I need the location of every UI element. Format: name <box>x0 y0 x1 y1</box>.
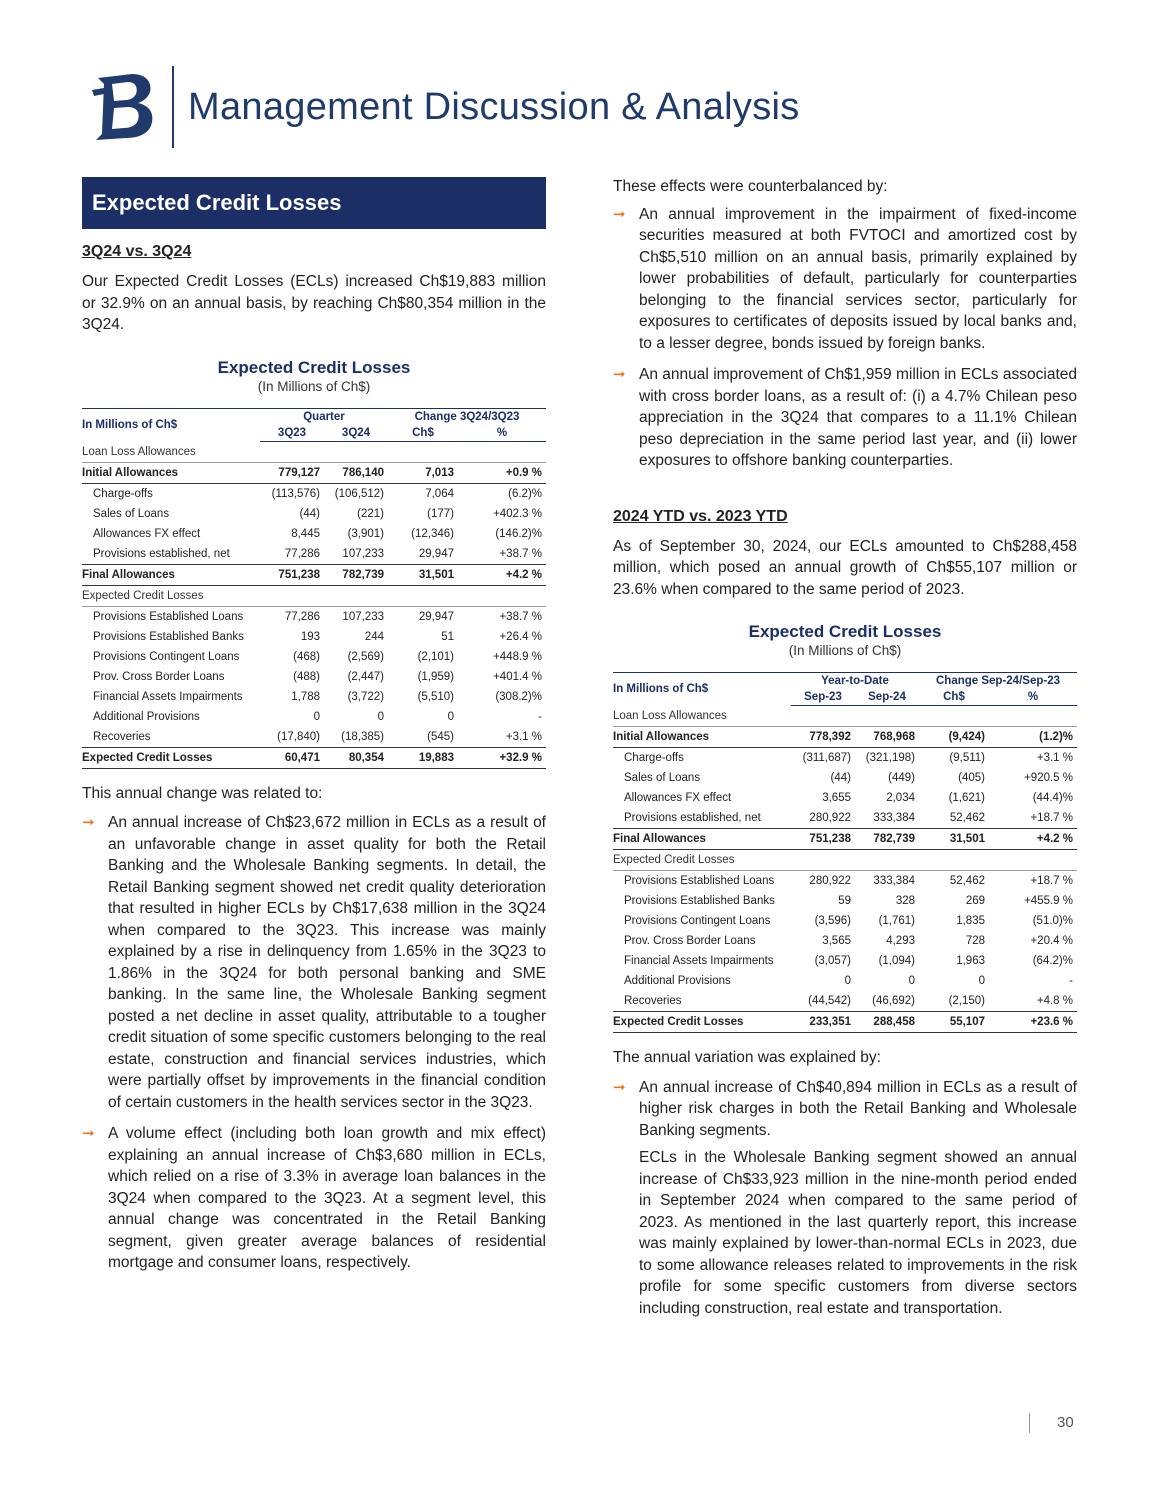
table-cell: +32.9 % <box>458 747 546 768</box>
table-cell: +38.7 % <box>499 547 542 560</box>
table-row <box>613 951 1077 971</box>
table-cell: (44) <box>830 772 851 784</box>
table-cell: 107,233 <box>342 610 384 623</box>
table-cell: Provisions Established Banks <box>624 895 775 907</box>
table-cell: +4.2 % <box>458 564 546 585</box>
column-group-header: Year-to-Date <box>791 673 919 690</box>
table-cell: 29,947 <box>418 610 454 623</box>
table-cell: 0 <box>313 710 320 723</box>
table-cell: Charge-offs <box>93 487 153 500</box>
table-subtitle: (In Millions of Ch$) <box>257 378 371 394</box>
table-cell: Expected Credit Losses <box>82 747 260 768</box>
table-cell: (51.0)% <box>1032 915 1073 927</box>
table-cell: (1,761) <box>878 915 915 927</box>
table-cell: (488) <box>293 670 320 683</box>
table-cell: 77,286 <box>284 610 320 623</box>
table-cell: 107,233 <box>342 547 384 560</box>
table-header-row <box>82 408 546 425</box>
table-cell: (2,101) <box>417 650 454 663</box>
ecl-ytd-table <box>613 672 1077 1033</box>
table-cell: +402.3 % <box>493 507 542 520</box>
table-cell: Sales of Loans <box>93 507 170 520</box>
table-cell: Loan Loss Allowances <box>613 706 1077 727</box>
table-header-row <box>613 673 1077 690</box>
column-header: % <box>458 425 546 442</box>
table-row <box>613 931 1077 951</box>
table-cell: 782,739 <box>324 564 388 585</box>
table-cell: 19,883 <box>388 747 458 768</box>
table-cell: 7,013 <box>388 462 458 483</box>
table-row <box>82 667 546 687</box>
table-cell: Initial Allowances <box>613 727 791 748</box>
list-item <box>82 812 546 1113</box>
table-cell: +920.5 % <box>1024 772 1073 784</box>
table-cell: +26.4 % <box>499 630 542 643</box>
table-cell: (2,569) <box>347 650 384 663</box>
bullet-text: An annual increase of Ch$23,672 million in ECLs as a result of an unfavorable change in asset quality for both the Retail Banking and the Wholesale Banking segments. In detail, the Retail Banking segment showed net credit quality deterioration that resulted in higher ECLs by Ch$17,638 million in the 3Q24 when compared to the 3Q23. This increase was mainly explained by a rise in delinquency from 1.65% in the 3Q23 to 1.86% in the 3Q24 for both personal banking and SME banking. In the same line, the Wholesale Banking segment posted a net decline in asset quality, attributable to a tougher credit situation of some specific customers belonging to the real estate, construction and financial services industries, which were partially offset by improvements in the financial condition of certain customers in the health services sector in the 3Q23. <box>108 814 546 1111</box>
table-cell: 0 <box>978 975 985 987</box>
column-header: 3Q23 <box>260 425 324 442</box>
column-group-header: Quarter <box>260 408 388 425</box>
list-item <box>613 1077 1077 1142</box>
table-title: Expected Credit Losses <box>217 357 411 377</box>
table-cell: (64.2)% <box>1032 955 1073 967</box>
header-divider <box>172 66 174 148</box>
column-header: 3Q24 <box>324 425 388 442</box>
table-cell: 786,140 <box>324 462 388 483</box>
variation-bullets <box>613 1077 1077 1142</box>
table-cell: 59 <box>838 895 851 907</box>
table-cell: (468) <box>293 650 320 663</box>
table-section-row <box>613 706 1077 727</box>
table-row <box>613 911 1077 931</box>
table-cell: Additional Provisions <box>624 975 731 987</box>
table-cell: Provisions Contingent Loans <box>93 650 240 663</box>
table-cell: 333,384 <box>873 875 915 887</box>
table-cell: +455.9 % <box>1024 895 1073 907</box>
table-cell: +4.8 % <box>1036 995 1073 1007</box>
table-cell: +448.9 % <box>493 650 542 663</box>
table-cell: Charge-offs <box>624 752 684 764</box>
table-cell: 782,739 <box>855 829 919 850</box>
table-cell: +3.1 % <box>505 730 542 743</box>
table-cell: (44) <box>299 507 320 520</box>
table-cell: Loan Loss Allowances <box>82 441 546 462</box>
table-cell: Final Allowances <box>613 829 791 850</box>
table-row <box>613 991 1077 1012</box>
arrow-right-icon: ➞ <box>82 814 95 831</box>
table-cell: (9,511) <box>949 752 985 764</box>
table-cell: Financial Assets Impairments <box>624 955 774 967</box>
arrow-right-icon: ➞ <box>82 1125 95 1142</box>
arrow-right-icon: ➞ <box>613 1078 626 1096</box>
table-row <box>82 606 546 627</box>
table-cell: 60,471 <box>260 747 324 768</box>
table-row <box>613 871 1077 892</box>
table-cell: 333,384 <box>873 812 915 824</box>
table-cell: (308.2)% <box>495 690 542 703</box>
table-cell: Provisions Established Loans <box>624 875 775 887</box>
table-cell: (405) <box>958 772 985 784</box>
column-header: Ch$ <box>388 425 458 442</box>
table-cell: Allowances FX effect <box>93 527 201 540</box>
table-cell: (9,424) <box>919 727 989 748</box>
table-cell: 751,238 <box>791 829 855 850</box>
column-group-header: Change Sep-24/Sep-23 <box>919 673 1077 690</box>
table-cell: - <box>538 710 542 723</box>
table-cell: 31,501 <box>388 564 458 585</box>
page-number: 30 <box>1057 1414 1074 1431</box>
table-cell: +401.4 % <box>493 670 542 683</box>
column-group-header: Change 3Q24/3Q23 <box>388 408 546 425</box>
table-cell: Provisions Established Loans <box>93 610 244 623</box>
table-cell: Provisions Established Banks <box>93 630 244 643</box>
subhead-ytd: 2024 YTD vs. 2023 YTD <box>613 507 788 525</box>
table-cell: Initial Allowances <box>82 462 260 483</box>
table-corner-label: In Millions of Ch$ <box>82 408 260 441</box>
table-cell: 52,462 <box>949 812 985 824</box>
wholesale-paragraph: ECLs in the Wholesale Banking segment showed an annual increase of Ch$33,923 million in the nine-month period ended in September 2024 when compared to the same period of 2023. As mentioned in the last quarterly report, this increase was mainly explained by lower-than-normal ECLs in 2023, due to some allowance releases related to improvements in the risk profile for some specific customers from diverse sectors including construction, real estate and transportation. <box>639 1149 1077 1317</box>
table-cell: 288,458 <box>855 1012 919 1033</box>
table-cell: 1,963 <box>956 955 985 967</box>
table-cell: (3,596) <box>814 915 851 927</box>
bullet-text: An annual increase of Ch$40,894 million in ECLs as a result of higher risk charges in both the Retail Banking and Wholesale Banking segments. <box>639 1078 1077 1139</box>
intro-paragraph: Our Expected Credit Losses (ECLs) increased Ch$19,883 million or 32.9% on an annual basis, by reaching Ch$80,354 million in the 3Q24. <box>82 273 546 333</box>
table-cell: +20.4 % <box>1030 935 1073 947</box>
table-cell: 280,922 <box>809 812 851 824</box>
table-cell: (44.4)% <box>1032 792 1073 804</box>
ytd-intro: As of September 30, 2024, our ECLs amounted to Ch$288,458 million, which posed an annual growth of Ch$55,107 million or 23.6% when compared to the same period of 2023. <box>613 537 1077 598</box>
table-cell: +23.6 % <box>989 1012 1077 1033</box>
list-item <box>82 1123 546 1274</box>
table-row <box>82 524 546 544</box>
left-bullets <box>82 812 546 1274</box>
table-cell: Recoveries <box>93 730 151 743</box>
table-cell: 77,286 <box>284 547 320 560</box>
table-cell: (449) <box>888 772 915 784</box>
table-cell: 0 <box>377 710 384 723</box>
table-body <box>82 408 546 768</box>
table-row <box>82 483 546 504</box>
table-cell: 778,392 <box>791 727 855 748</box>
table-cell: 0 <box>447 710 454 723</box>
table-cell: 751,238 <box>260 564 324 585</box>
table-cell: +18.7 % <box>1030 812 1073 824</box>
table-title: Expected Credit Losses <box>748 622 942 641</box>
table-cell: Final Allowances <box>82 564 260 585</box>
table-row <box>82 504 546 524</box>
table-row <box>613 1012 1077 1033</box>
table-cell: Additional Provisions <box>93 710 200 723</box>
table-cell: 3,565 <box>822 935 851 947</box>
table-cell: (106,512) <box>334 487 384 500</box>
table-row <box>82 462 546 483</box>
table-row <box>82 687 546 707</box>
column-header: Sep-24 <box>855 689 919 706</box>
table-cell: 55,107 <box>919 1012 989 1033</box>
table-cell: (221) <box>357 507 384 520</box>
table-cell: +0.9 % <box>458 462 546 483</box>
table-cell: 328 <box>895 895 915 907</box>
table-cell: +4.2 % <box>989 829 1077 850</box>
table-cell: +3.1 % <box>1036 752 1073 764</box>
table-cell: (46,692) <box>872 995 915 1007</box>
table-cell: Recoveries <box>624 995 682 1007</box>
table-cell: (2,150) <box>948 995 985 1007</box>
table-row <box>613 829 1077 850</box>
section-title-bar: Expected Credit Losses <box>82 177 546 229</box>
table-cell: Provisions Contingent Loans <box>624 915 771 927</box>
table-cell: (177) <box>427 507 454 520</box>
table-row <box>82 727 546 748</box>
bullet-text: An annual improvement in the impairment of fixed-income securities measured at both FVTOCI and amortized cost by Ch$5,510 million on an annual basis, primarily explained by lower probabilities of default, particularly for counterparties belonging to the financial services sector, particularly for exposures to certificates of deposits issued by local banks and, to a lesser degree, bonds issued by foreign banks. <box>639 205 1077 352</box>
table-cell: 7,064 <box>425 487 454 500</box>
table-cell: (321,198) <box>865 752 915 764</box>
table-cell: (1,621) <box>948 792 985 804</box>
table-body <box>613 673 1077 1033</box>
table-cell: 0 <box>844 975 851 987</box>
table-section-row <box>82 441 546 462</box>
table-cell: (1,959) <box>417 670 454 683</box>
table-section-row <box>613 850 1077 871</box>
table-section-row <box>82 585 546 606</box>
table-row <box>82 707 546 727</box>
table-cell: (1.2)% <box>989 727 1077 748</box>
table-cell: 8,445 <box>291 527 320 540</box>
table-cell: 244 <box>364 630 384 643</box>
table-cell: 269 <box>965 895 985 907</box>
subhead-quarter: 3Q24 vs. 3Q24 <box>82 243 192 260</box>
arrow-right-icon: ➞ <box>613 366 626 383</box>
table-cell: 233,351 <box>791 1012 855 1033</box>
change-intro: This annual change was related to: <box>82 784 323 802</box>
bullet-text: A volume effect (including both loan growth and mix effect) explaining an annual increase of Ch$3,680 million in ECLs, which relied on a rise of 3.3% in average loan balances in the 3Q24 when compared to the 3Q23. At a segment level, this annual change was concentrated in the Retail Banking segment, given greater average balances of residential mortgage and consumer loans, respectively. <box>108 1125 546 1271</box>
table-cell: (6.2)% <box>508 487 542 500</box>
table-cell: 4,293 <box>886 935 915 947</box>
left-column <box>82 177 546 1284</box>
table-cell: 2,034 <box>886 792 915 804</box>
table-row <box>613 971 1077 991</box>
column-header: Ch$ <box>919 689 989 706</box>
table-cell: 779,127 <box>260 462 324 483</box>
table-cell: (2,447) <box>347 670 384 683</box>
table-row <box>82 647 546 667</box>
list-item <box>613 364 1077 472</box>
table-cell: (146.2)% <box>495 527 542 540</box>
table-row <box>613 768 1077 788</box>
table-cell: 31,501 <box>919 829 989 850</box>
counter-intro: These effects were counterbalanced by: <box>613 178 888 195</box>
page-title: Management Discussion & Analysis <box>188 86 800 128</box>
table-cell: Allowances FX effect <box>624 792 732 804</box>
table-cell: Prov. Cross Border Loans <box>624 935 756 947</box>
table-cell: 29,947 <box>418 547 454 560</box>
variation-intro: The annual variation was explained by: <box>613 1049 881 1066</box>
bullet-text: An annual improvement of Ch$1,959 million in ECLs associated with cross border loans, as a result of: (i) a 4.7% Chilean peso appreciation in the 3Q24 that compares to a 11.1% Chilean peso depreciation in the same period last year, and (ii) lower exposures to offshore banking counterparties. <box>639 366 1077 469</box>
table-cell: (12,346) <box>411 527 454 540</box>
table-cell: Expected Credit Losses <box>613 850 1077 871</box>
table-cell: (3,901) <box>347 527 384 540</box>
table-row <box>613 748 1077 769</box>
table-subtitle: (In Millions of Ch$) <box>788 643 902 658</box>
table-cell: 3,655 <box>822 792 851 804</box>
table-cell: +18.7 % <box>1030 875 1073 887</box>
table-cell: +38.7 % <box>499 610 542 623</box>
table-cell: Provisions established, net <box>624 812 761 824</box>
footer-divider <box>1029 1413 1030 1433</box>
table-cell: 1,788 <box>291 690 320 703</box>
table-cell: (3,722) <box>347 690 384 703</box>
table-row <box>82 544 546 565</box>
table-row <box>613 727 1077 748</box>
table-cell: 0 <box>908 975 915 987</box>
table-cell: (1,094) <box>878 955 915 967</box>
table-cell: Expected Credit Losses <box>82 585 546 606</box>
table-cell: 1,835 <box>956 915 985 927</box>
table-row <box>82 627 546 647</box>
table-corner-label: In Millions of Ch$ <box>613 673 791 706</box>
table-row <box>613 788 1077 808</box>
table-cell: Financial Assets Impairments <box>93 690 243 703</box>
table-cell: 728 <box>965 935 985 947</box>
table-cell: 193 <box>300 630 320 643</box>
table-cell: 768,968 <box>855 727 919 748</box>
table-cell: Sales of Loans <box>624 772 701 784</box>
table-cell: 52,462 <box>949 875 985 887</box>
table-row <box>82 564 546 585</box>
ecl-quarter-table <box>82 408 546 769</box>
table-cell: (311,687) <box>802 752 851 764</box>
table-row <box>613 808 1077 829</box>
list-item <box>613 204 1077 355</box>
table-cell: 80,354 <box>324 747 388 768</box>
right-column <box>613 176 1077 1319</box>
right-bullets <box>613 204 1077 472</box>
column-header: % <box>989 689 1077 706</box>
bank-logo <box>92 70 156 142</box>
arrow-right-icon: ➞ <box>613 205 626 223</box>
table-cell: 51 <box>441 630 454 643</box>
table-cell: - <box>1069 975 1073 987</box>
column-header: Sep-23 <box>791 689 855 706</box>
table-cell: (44,542) <box>808 995 851 1007</box>
table-row <box>613 891 1077 911</box>
table-cell: Expected Credit Losses <box>613 1012 791 1033</box>
table-cell: (3,057) <box>814 955 851 967</box>
table-cell: (113,576) <box>271 487 320 500</box>
table-row <box>82 747 546 768</box>
table-cell: (17,840) <box>277 730 320 743</box>
table-cell: (18,385) <box>341 730 384 743</box>
table-cell: (5,510) <box>417 690 454 703</box>
table-cell: 280,922 <box>809 875 851 887</box>
table-cell: Provisions established, net <box>93 547 230 560</box>
table-cell: (545) <box>427 730 454 743</box>
table-cell: Prov. Cross Border Loans <box>93 670 225 683</box>
